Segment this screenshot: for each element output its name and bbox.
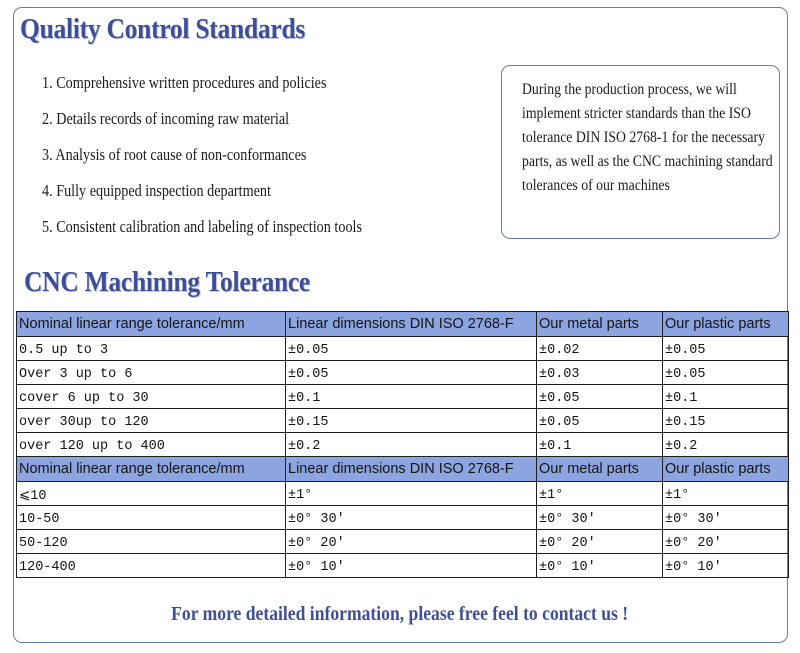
table-row xyxy=(17,554,789,578)
table-cell: cover 6 up to 30 xyxy=(17,385,286,409)
table-cell: ±0.2 xyxy=(286,433,537,457)
procedures-list xyxy=(42,73,414,253)
table-cell: ⩽10 xyxy=(17,482,286,506)
table-row xyxy=(17,361,789,385)
table-cell: ±0° 10' xyxy=(663,554,789,578)
contact-footer xyxy=(0,603,800,626)
table-cell: ±0.05 xyxy=(663,361,789,385)
note-box xyxy=(501,65,780,239)
list-item: 5. Consistent calibration and labeling of inspection tools xyxy=(42,217,363,236)
table-cell: ±0.03 xyxy=(537,361,663,385)
table-cell: ±0.1 xyxy=(663,385,789,409)
table-row xyxy=(17,337,789,361)
table-cell: ±0.1 xyxy=(537,433,663,457)
header-cell: Our metal parts xyxy=(537,457,663,482)
table-row xyxy=(17,530,789,554)
footer-text: For more detailed information, please free feel to contact us ! xyxy=(171,603,629,625)
table-header-row xyxy=(17,312,789,337)
table-cell: ±0.05 xyxy=(537,385,663,409)
table-cell: ±0° 20' xyxy=(286,530,537,554)
table-cell: ±0° 30' xyxy=(286,506,537,530)
table-cell: ±0.05 xyxy=(286,337,537,361)
table-cell: ±0° 30' xyxy=(537,506,663,530)
table-cell: ±0.1 xyxy=(286,385,537,409)
table-cell: Over 3 up to 6 xyxy=(17,361,286,385)
table-cell: ±0.02 xyxy=(537,337,663,361)
list-item: 4. Fully equipped inspection department xyxy=(42,181,271,200)
table-cell: ±0.05 xyxy=(286,361,537,385)
table-cell: ±0° 30' xyxy=(663,506,789,530)
table-cell: ±0.15 xyxy=(286,409,537,433)
table-row xyxy=(17,433,789,457)
header-cell: Linear dimensions DIN ISO 2768-F xyxy=(286,312,537,337)
list-item: 2. Details records of incoming raw material xyxy=(42,109,290,128)
table-cell: over 30up to 120 xyxy=(17,409,286,433)
tolerance-table xyxy=(16,311,789,578)
table-cell: ±0.2 xyxy=(663,433,789,457)
header-cell: Our metal parts xyxy=(537,312,663,337)
table-cell: ±0° 10' xyxy=(537,554,663,578)
table-cell: ±1° xyxy=(537,482,663,506)
table-cell: ±1° xyxy=(286,482,537,506)
list-item: 1. Comprehensive written procedures and policies xyxy=(42,73,327,92)
table-cell: ±0° 10' xyxy=(286,554,537,578)
header-cell: Nominal linear range tolerance/mm xyxy=(17,312,286,337)
header-cell: Nominal linear range tolerance/mm xyxy=(17,457,286,482)
table-cell: ±1° xyxy=(663,482,789,506)
table-cell: 10-50 xyxy=(17,506,286,530)
quality-title: Quality Control Standards xyxy=(20,13,306,45)
table-cell: 50-120 xyxy=(17,530,286,554)
header-cell: Linear dimensions DIN ISO 2768-F xyxy=(286,457,537,482)
table-row xyxy=(17,482,789,506)
table-cell: ±0° 20' xyxy=(537,530,663,554)
tolerance-title: CNC Machining Tolerance xyxy=(24,266,311,298)
table-cell: ±0.05 xyxy=(537,409,663,433)
header-cell: Our plastic parts xyxy=(663,312,789,337)
table-row xyxy=(17,409,789,433)
list-item: 3. Analysis of root cause of non-conformances xyxy=(42,145,307,164)
table-cell: ±0° 20' xyxy=(663,530,789,554)
header-cell: Our plastic parts xyxy=(663,457,789,482)
table-row xyxy=(17,385,789,409)
table-header-row xyxy=(17,457,789,482)
table-row xyxy=(17,506,789,530)
table-cell: 120-400 xyxy=(17,554,286,578)
table-cell: 0.5 up to 3 xyxy=(17,337,286,361)
table-cell: over 120 up to 400 xyxy=(17,433,286,457)
table-cell: ±0.05 xyxy=(663,337,789,361)
table-cell: ±0.15 xyxy=(663,409,789,433)
note-text: During the production process, we will implement stricter standards than the ISO tolerance DIN ISO 2768-1 for the necessary parts, as well as the CNC machining standard tolerances of our machines xyxy=(522,81,773,194)
